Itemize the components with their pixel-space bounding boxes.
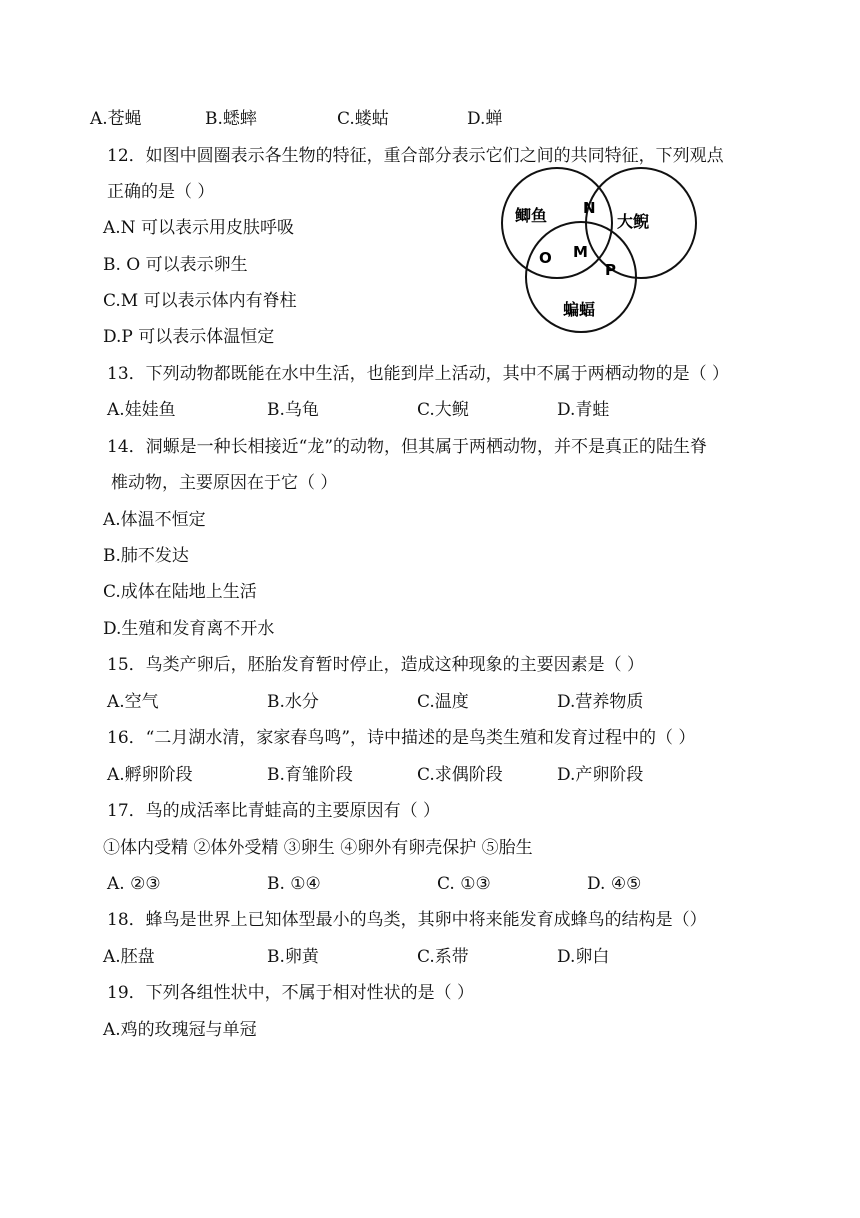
q14-stem-line2: 椎动物，主要原因在于它（ ）	[111, 473, 338, 493]
q13-stem: 13．下列动物都既能在水中生活，也能到岸上活动，其中不属于两栖动物的是（ ）	[107, 364, 730, 384]
q15-option-a: A.空气	[107, 692, 159, 712]
q11-option-d: D.蝉	[467, 109, 503, 129]
q15-option-d: D.营养物质	[557, 692, 644, 712]
q12-option-c: C.M 可以表示体内有脊柱	[103, 291, 297, 311]
q16-stem: 16．“二月湖水清，家家春鸟鸣”，诗中描述的是鸟类生殖和发育过程中的（ ）	[107, 728, 696, 748]
q17-option-a: A. ②③	[107, 874, 161, 894]
q18-option-d: D.卵白	[557, 947, 610, 967]
q14-option-d: D.生殖和发育离不开水	[103, 619, 275, 639]
q15-stem: 15．鸟类产卵后，胚胎发育暂时停止，造成这种现象的主要因素是（ ）	[107, 655, 645, 675]
venn-label-bat: 蝙蝠	[563, 300, 596, 319]
q12-stem-line1: 12．如图中圆圈表示各生物的特征，重合部分表示它们之间的共同特征，下列观点	[107, 146, 724, 166]
q12-option-d: D.P 可以表示体温恒定	[103, 327, 275, 347]
q17-option-b: B. ①④	[267, 874, 321, 894]
q12-option-b: B. O 可以表示卵生	[103, 255, 248, 275]
q14-stem-line1: 14．洞螈是一种长相接近“龙”的动物，但其属于两栖动物，并不是真正的陆生脊	[107, 437, 708, 457]
q13-option-b: B.乌龟	[267, 400, 319, 420]
q17-option-c: C. ①③	[437, 874, 491, 894]
q17-choices: ①体内受精 ②体外受精 ③卵生 ④卵外有卵壳保护 ⑤胎生	[103, 838, 533, 858]
q14-option-a: A.体温不恒定	[103, 510, 206, 530]
venn-label-salamander: 大鲵	[617, 212, 650, 231]
q15-option-b: B.水分	[267, 692, 319, 712]
q18-option-a: A.胚盘	[103, 947, 155, 967]
q13-option-a: A.娃娃鱼	[107, 400, 176, 420]
q16-option-a: A.孵卵阶段	[107, 765, 193, 785]
q14-option-c: C.成体在陆地上生活	[103, 582, 257, 602]
q11-option-b: B.蟋蟀	[205, 109, 257, 129]
q16-option-b: B.育雏阶段	[267, 765, 353, 785]
q16-option-d: D.产卵阶段	[557, 765, 644, 785]
q18-stem: 18．蜂鸟是世界上已知体型最小的鸟类，其卵中将来能发育成蜂鸟的结构是（）	[107, 910, 707, 930]
q18-option-c: C.系带	[417, 947, 469, 967]
q15-option-c: C.温度	[417, 692, 469, 712]
q19-option-a: A.鸡的玫瑰冠与单冠	[103, 1020, 257, 1040]
q11-option-a: A.苍蝇	[90, 109, 142, 129]
venn-region-p: P	[605, 261, 616, 279]
venn-label-fish: 鲫鱼	[515, 206, 548, 225]
q14-option-b: B.肺不发达	[103, 546, 189, 566]
q18-option-b: B.卵黄	[267, 947, 319, 967]
q12-option-a: A.N 可以表示用皮肤呼吸	[103, 218, 294, 238]
q11-option-c: C.蝼蛄	[337, 109, 389, 129]
venn-region-o: O	[539, 249, 552, 267]
q13-option-c: C.大鲵	[417, 400, 469, 420]
q17-stem: 17．鸟的成活率比青蛙高的主要原因有（ ）	[107, 801, 441, 821]
venn-diagram	[495, 165, 705, 335]
q19-stem: 19．下列各组性状中，不属于相对性状的是（ ）	[107, 983, 475, 1003]
q13-option-d: D.青蛙	[557, 400, 610, 420]
venn-region-m: M	[573, 243, 588, 261]
venn-region-n: N	[583, 199, 596, 217]
q12-stem-line2: 正确的是（ ）	[107, 182, 215, 202]
q17-option-d: D. ④⑤	[587, 874, 642, 894]
q16-option-c: C.求偶阶段	[417, 765, 503, 785]
